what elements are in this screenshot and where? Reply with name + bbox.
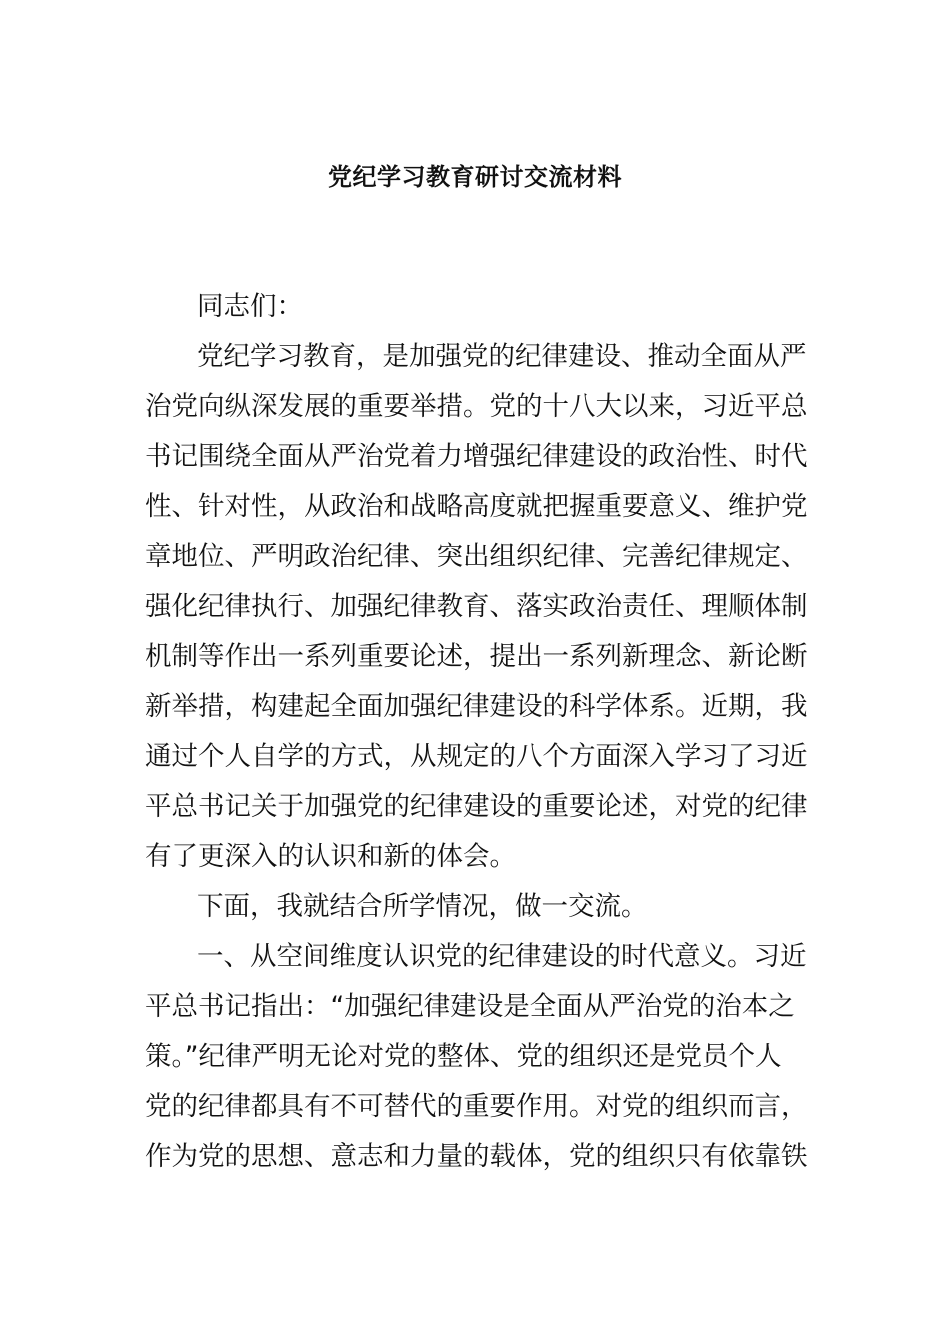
paragraph-1-line-6: 强化纪律执行、加强纪律教育、落实政治责任、理顺体制 <box>145 591 808 622</box>
document-body <box>145 282 808 1182</box>
paragraph-1-line-3: 书记围绕全面从严治党着力增强纪律建设的政治性、时代 <box>145 441 808 472</box>
paragraph-2-line-1: 下面，我就结合所学情况，做一交流。 <box>197 891 648 922</box>
paragraph-3-line-5: 作为党的思想、意志和力量的载体，党的组织只有依靠铁 <box>145 1141 808 1172</box>
paragraph-3-line-4: 党的纪律都具有不可替代的重要作用。对党的组织而言， <box>145 1091 808 1122</box>
paragraph-1-line-8: 新举措，构建起全面加强纪律建设的科学体系。近期，我 <box>145 691 808 722</box>
paragraph-1-line-1: 党纪学习教育，是加强党的纪律建设、推动全面从严 <box>197 341 807 372</box>
paragraph-3-line-1: 一、从空间维度认识党的纪律建设的时代意义。习近 <box>197 941 807 972</box>
paragraph-1-line-5: 章地位、严明政治纪律、突出组织纪律、完善纪律规定、 <box>145 541 808 572</box>
paragraph-1-line-11: 有了更深入的认识和新的体会。 <box>145 841 516 872</box>
paragraph-1-line-7: 机制等作出一系列重要论述，提出一系列新理念、新论断 <box>145 641 808 672</box>
paragraph-3-line-3: 策。”纪律严明无论对党的整体、党的组织还是党员个人 <box>145 1041 782 1072</box>
salutation-line: 同志们： <box>197 291 303 322</box>
paragraph-1-line-10: 平总书记关于加强党的纪律建设的重要论述，对党的纪律 <box>145 791 808 822</box>
paragraph-3-line-2: 平总书记指出：“加强纪律建设是全面从严治党的治本之 <box>145 991 795 1022</box>
document-title: 党纪学习教育研讨交流材料 <box>328 163 622 191</box>
paragraph-1-line-4: 性、针对性，从政治和战略高度就把握重要意义、维护党 <box>145 491 808 522</box>
paragraph-1-line-9: 通过个人自学的方式，从规定的八个方面深入学习了习近 <box>145 741 808 772</box>
paragraph-1-line-2: 治党向纵深发展的重要举措。党的十八大以来，习近平总 <box>145 391 808 422</box>
